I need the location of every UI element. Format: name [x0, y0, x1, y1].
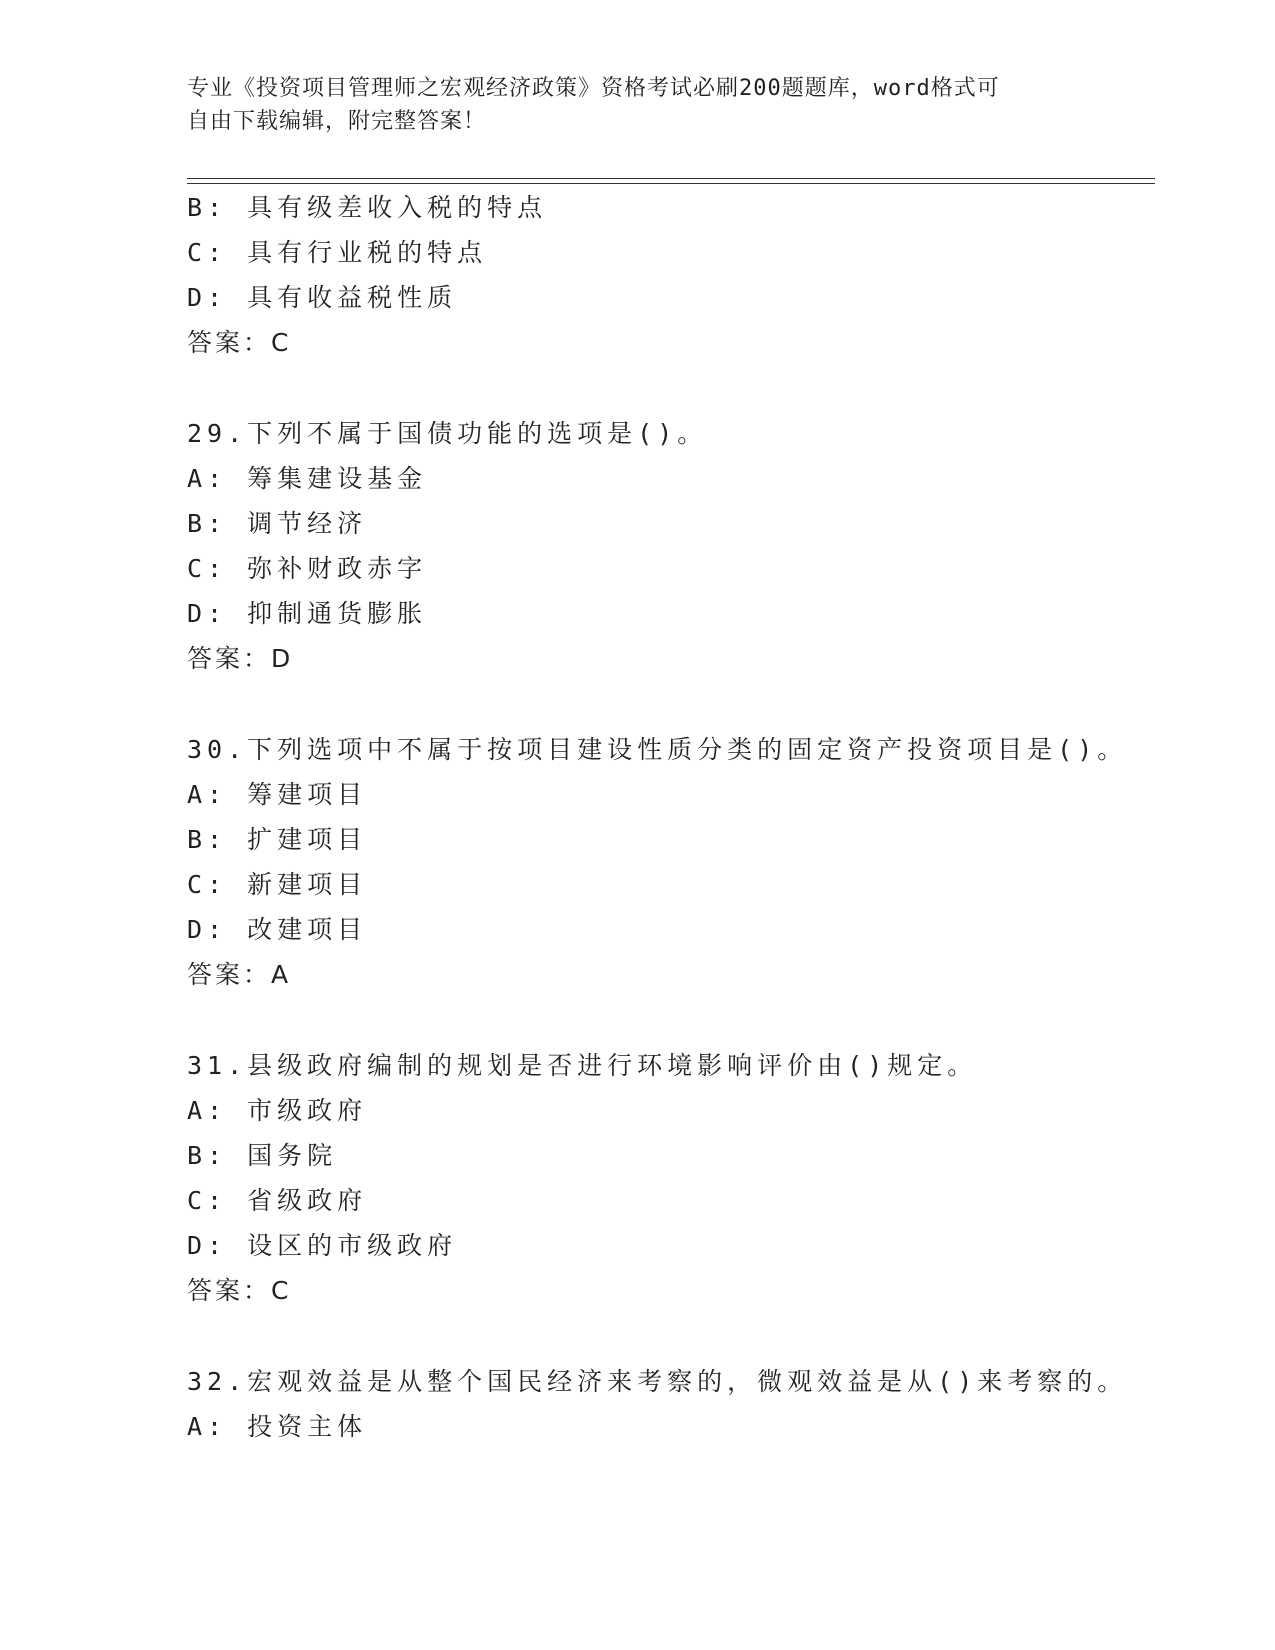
q30-option-c: C: 新建项目	[187, 870, 368, 899]
q30-option-a: A: 筹建项目	[187, 780, 368, 809]
q29-option-a: A: 筹集建设基金	[187, 464, 428, 493]
q31-option-a: A: 市级政府	[187, 1096, 368, 1125]
q30-option-d: D: 改建项目	[187, 915, 368, 944]
document-header	[187, 72, 1087, 138]
header-divider-top	[187, 178, 1155, 179]
header-divider-bottom	[187, 183, 1155, 184]
q29-option-d: D: 抑制通货膨胀	[187, 599, 428, 628]
q28-option-b: B: 具有级差收入税的特点	[187, 193, 548, 222]
q28-answer: 答案：C	[187, 328, 292, 357]
q29-question: 29.下列不属于国债功能的选项是()。	[187, 419, 708, 448]
q31-answer: 答案：C	[187, 1276, 292, 1305]
q32-option-a: A: 投资主体	[187, 1412, 368, 1441]
q28-option-c: C: 具有行业税的特点	[187, 238, 488, 267]
q30-question: 30.下列选项中不属于按项目建设性质分类的固定资产投资项目是()。	[187, 735, 1128, 764]
q30-option-b: B: 扩建项目	[187, 825, 368, 854]
q31-option-d: D: 设区的市级政府	[187, 1231, 458, 1260]
q31-option-b: B: 国务院	[187, 1141, 338, 1170]
q29-answer: 答案：D	[187, 644, 294, 673]
q29-option-b: B: 调节经济	[187, 509, 368, 538]
q31-question: 31.县级政府编制的规划是否进行环境影响评价由()规定。	[187, 1051, 978, 1080]
q30-answer: 答案：A	[187, 960, 292, 989]
header-line-2: 自由下载编辑，附完整答案！	[187, 109, 487, 134]
q32-question: 32.宏观效益是从整个国民经济来考察的，微观效益是从()来考察的。	[187, 1367, 1128, 1396]
header-line-1: 专业《投资项目管理师之宏观经济政策》资格考试必刷200题题库，word格式可	[187, 76, 1000, 101]
q28-option-d: D: 具有收益税性质	[187, 283, 458, 312]
q29-option-c: C: 弥补财政赤字	[187, 554, 428, 583]
q31-option-c: C: 省级政府	[187, 1186, 368, 1215]
